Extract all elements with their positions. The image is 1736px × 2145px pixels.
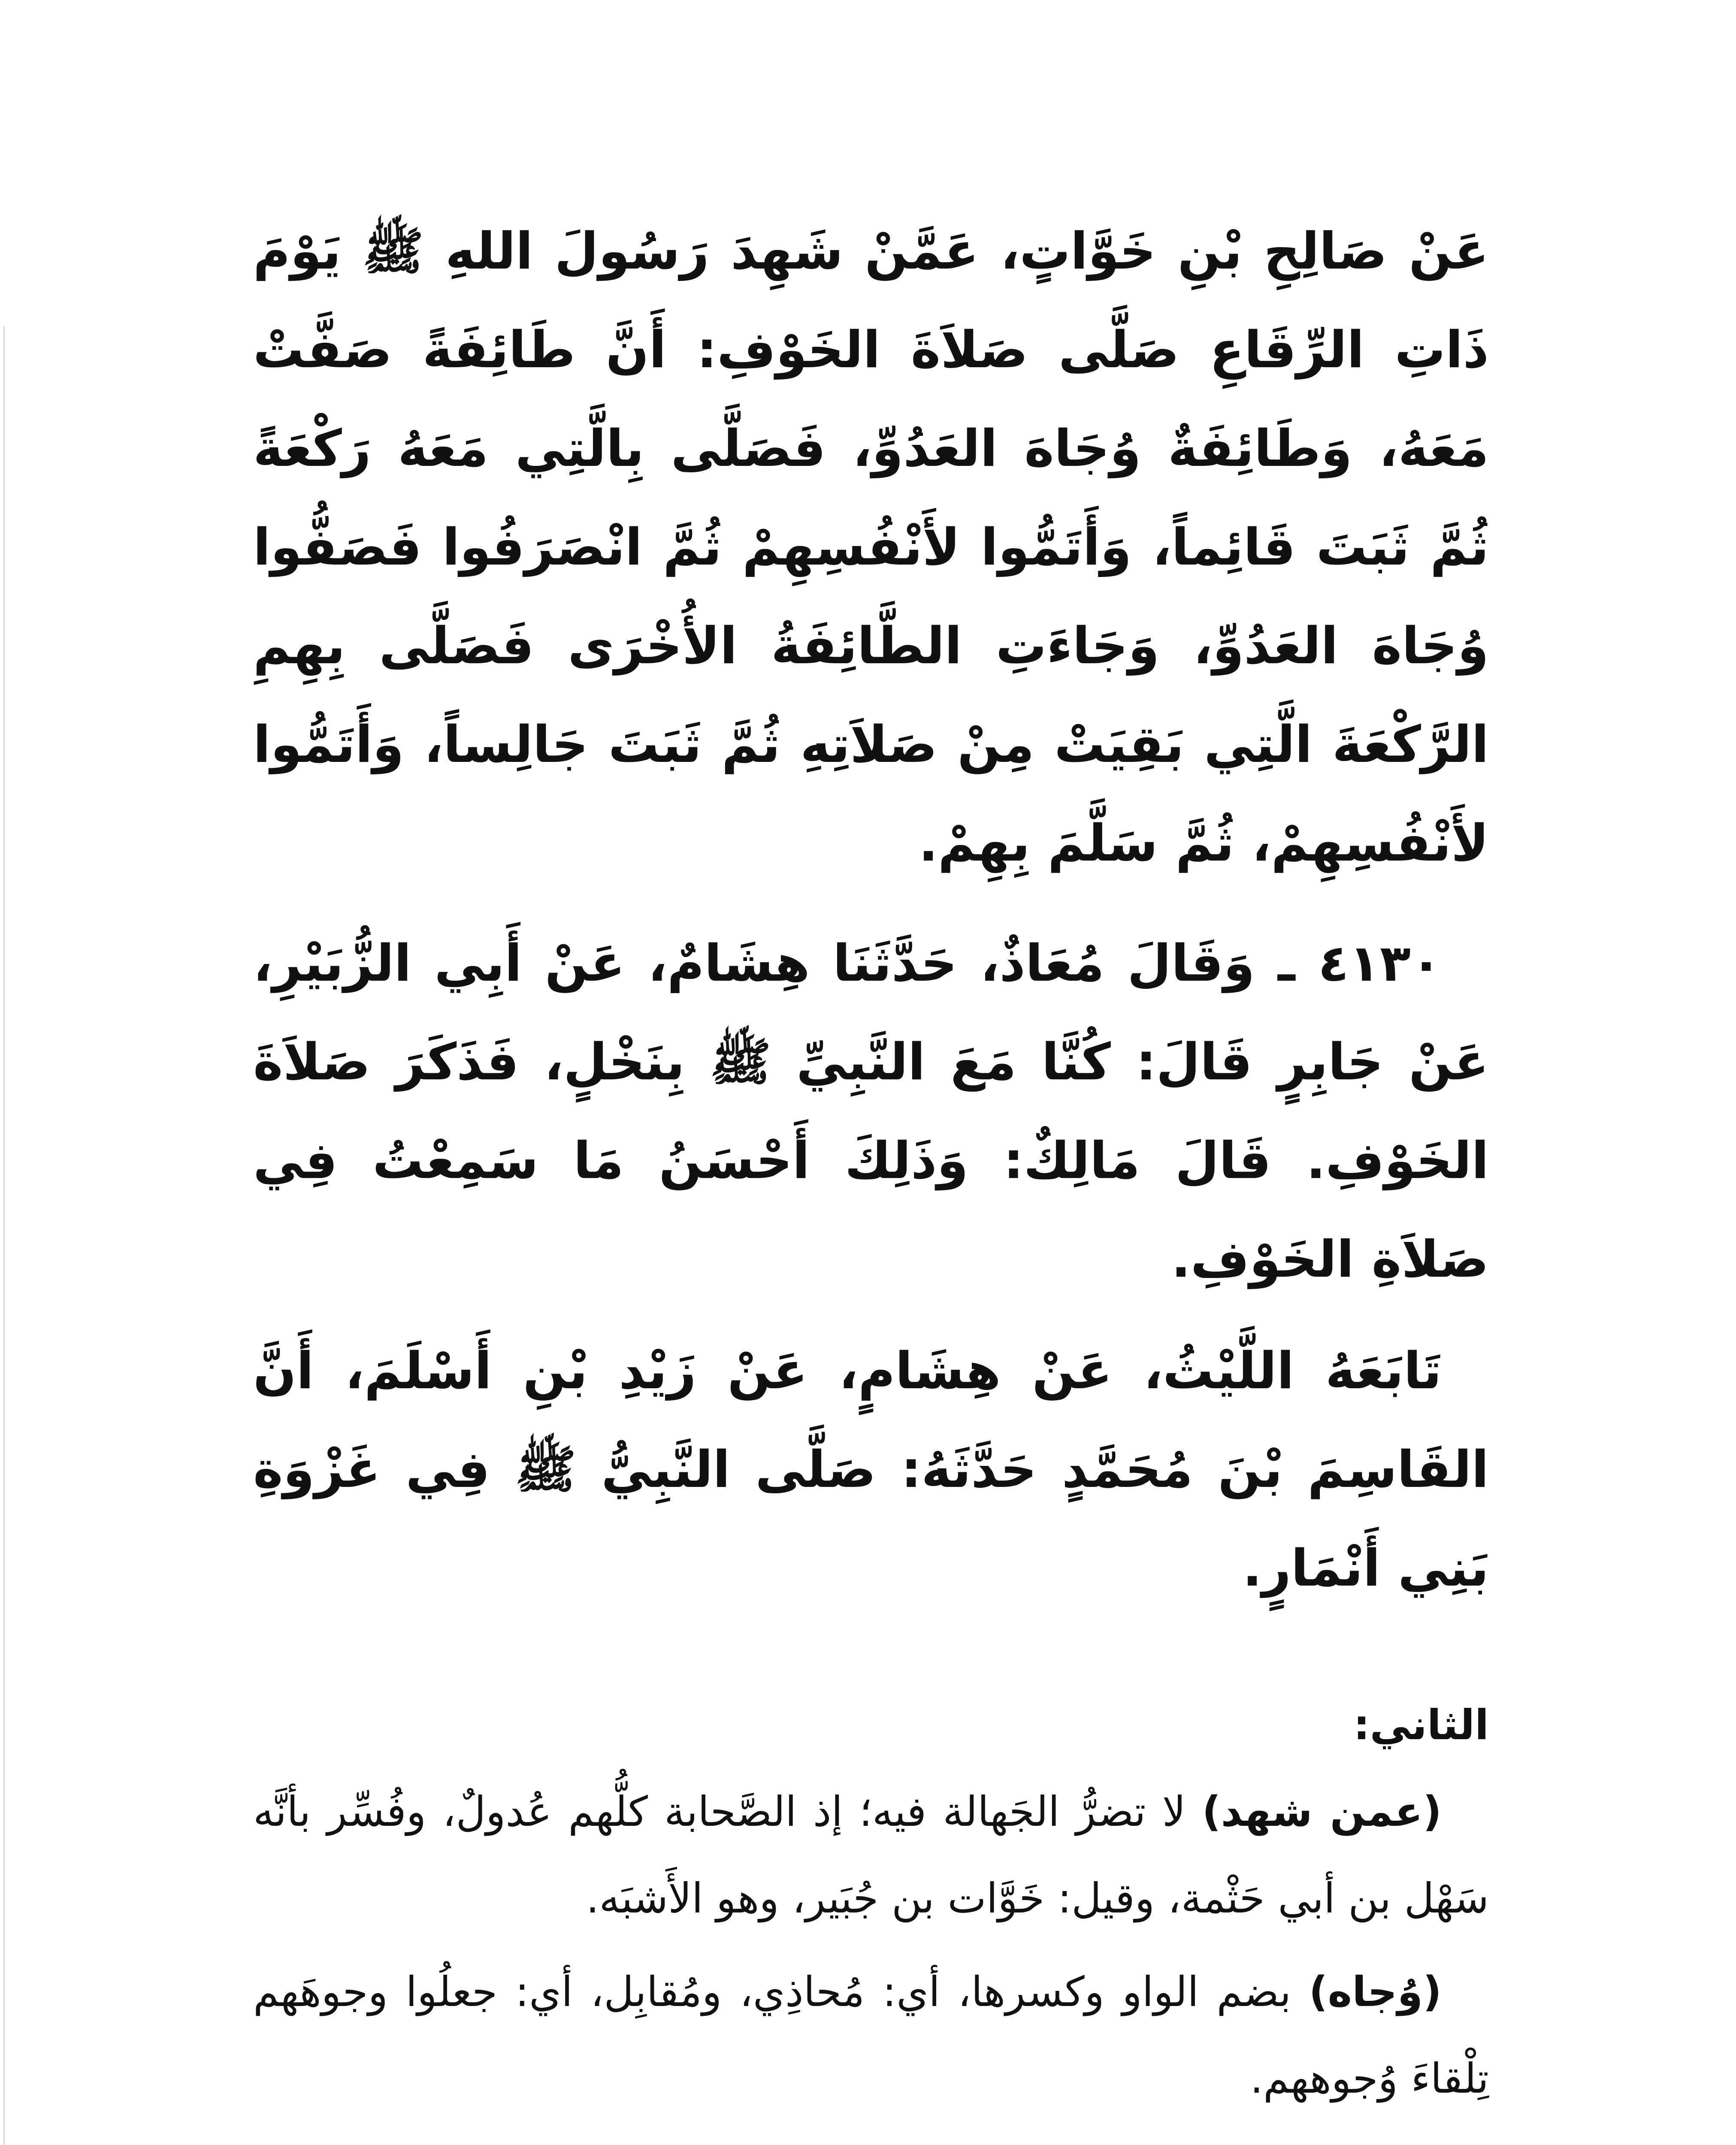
hadith-4130-paragraph bbox=[253, 914, 1489, 1308]
commentary-text: بضم الواو وكسرها، أي: مُحاذِي، ومُقابِل، أي: جعلُوا وجوهَهم تِلْقاءَ وُجوههم. bbox=[253, 1968, 1489, 2103]
commentary-block bbox=[253, 1682, 1489, 2145]
mutaba-paragraph: تَابَعَهُ اللَّيْثُ، عَنْ هِشَامٍ، عَنْ زَيْدِ بْنِ أَسْلَمَ، أَنَّ القَاسِمَ بْنَ مُحَمَّدٍ حَدَّثَهُ: صَلَّى النَّبِيُّ ﷺ فِي غَزْوَةِ بَنِي أَنْمَارٍ. bbox=[253, 1341, 1489, 1598]
hadith-number: ٤١٣٠ bbox=[1318, 934, 1442, 993]
hadith-text-block bbox=[253, 202, 1489, 1617]
commentary-text: لا تضرُّ الجَهالة فيه؛ إذ الصَّحابة كلُّهم عُدولٌ، وفُسِّر بأنَّه سَهْل بن أبي حَثْمة، وقيل: خَوَّات بن جُبَير، وهو الأَشبَه. bbox=[253, 1788, 1489, 1922]
hadith-intro-paragraph: عَنْ صَالِحِ بْنِ خَوَّاتٍ، عَمَّنْ شَهِدَ رَسُولَ اللهِ ﷺ يَوْمَ ذَاتِ الرِّقَاعِ صَلَّى صَلاَةَ الخَوْفِ: أَنَّ طَائِفَةً صَفَّتْ مَعَهُ، وَطَائِفَةٌ وُجَاهَ العَدُوِّ، فَصَلَّى بِالَّتِي مَعَهُ رَكْعَةً ثُمَّ ثَبَتَ قَائِماً، وَأَتَمُّوا لأَنْفُسِهِمْ ثُمَّ انْصَرَفُوا فَصَفُّوا وُجَاهَ العَدُوِّ، وَجَاءَتِ الطَّائِفَةُ الأُخْرَى فَصَلَّى بِهِمِ الرَّكْعَةَ الَّتِي بَقِيَتْ مِنْ صَلاَتِهِ ثُمَّ ثَبَتَ جَالِساً، وَأَتَمُّوا لأَنْفُسِهِمْ، ثُمَّ سَلَّمَ بِهِمْ. bbox=[253, 221, 1489, 873]
commentary-term: (وُجاه) bbox=[1309, 1968, 1442, 2016]
scan-edge-shadow bbox=[3, 326, 5, 2145]
commentary-note bbox=[253, 1768, 1489, 1942]
commentary-heading: الثاني: bbox=[1353, 1701, 1489, 1749]
commentary-note bbox=[253, 1949, 1489, 2122]
commentary-term: (عمن شهد) bbox=[1202, 1788, 1442, 1836]
page-content bbox=[253, 202, 1489, 2145]
commentary-note bbox=[253, 2129, 1489, 2145]
hadith-4130-text: ـ وَقَالَ مُعَاذٌ، حَدَّثَنَا هِشَامٌ، عَنْ أَبِي الزُّبَيْرِ، عَنْ جَابِرٍ قَالَ: كُنَّا مَعَ النَّبِيِّ ﷺ بِنَخْلٍ، فَذَكَرَ صَلاَةَ الخَوْفِ. قَالَ مَالِكٌ: وَذَلِكَ أَحْسَنُ مَا سَمِعْتُ فِي صَلاَةِ الخَوْفِ. bbox=[253, 934, 1489, 1289]
